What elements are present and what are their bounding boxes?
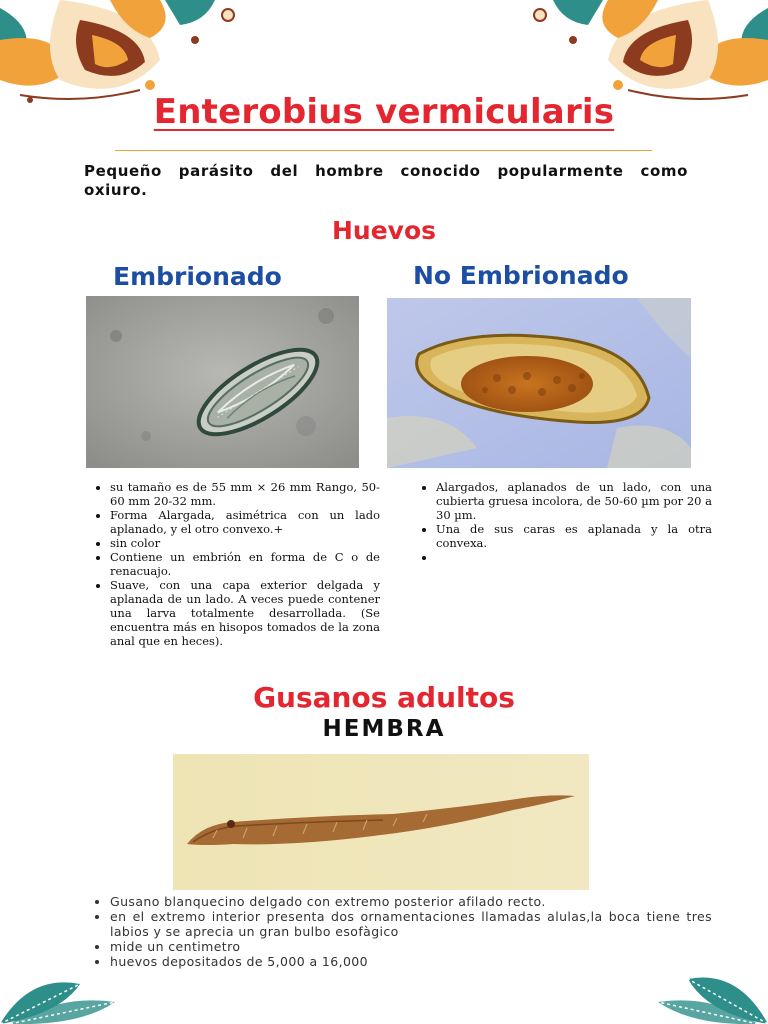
list-item: • Suave, con una capa exterior delgada y aplanada de un lado. A veces puede contener una larva totalmente desarrollada. (Se encuentra más en hisopos tomados de la zona anal que en heces). <box>110 578 380 648</box>
adult-worms-heading: Gusanos adultos <box>253 681 515 714</box>
leaf-ornament-bottom-left <box>0 964 120 1024</box>
title-divider <box>115 150 652 151</box>
embryonated-heading: Embrionado <box>113 262 282 291</box>
list-item: • su tamaño es de 55 mm × 26 mm Rango, 50-60 mm 20-32 mm. <box>110 480 380 508</box>
list-item: • en el extremo interior presenta dos ornamentaciones llamadas alulas,la boca tiene tres labios y se aprecia un gran bulbo esofàgico <box>110 909 712 939</box>
list-item: • Gusano blanquecino delgado con extremo posterior afilado recto. <box>110 894 712 909</box>
list-item: • mide un centimetro <box>110 939 712 954</box>
list-item: • sin color <box>110 536 380 550</box>
embryonated-egg-image <box>86 296 359 468</box>
list-item: • Forma Alargada, asimétrica con un lado aplanado, y el otro convexo.+ <box>110 508 380 536</box>
non-embryonated-egg-image <box>387 298 691 468</box>
non-embryonated-facts-list <box>414 480 712 564</box>
list-item: • Una de sus caras es aplanada y la otra convexa. <box>436 522 712 550</box>
adult-female-facts-list <box>88 894 712 969</box>
list-item: • huevos depositados de 5,000 a 16,000 <box>110 954 712 969</box>
non-embryonated-heading: No Embrionado <box>413 261 629 290</box>
list-item <box>436 550 712 564</box>
intro-text: Pequeño parásito del hombre conocido popularmente como oxiuro. <box>84 162 688 199</box>
list-item: • Alargados, aplanados de un lado, con una cubierta gruesa incolora, de 50-60 µm por 20 a 30 µm. <box>436 480 712 522</box>
leaf-ornament-bottom-right <box>658 964 768 1024</box>
eggs-heading: Huevos <box>331 216 437 245</box>
page-title: Enterobius vermicularis <box>153 92 615 132</box>
embryonated-facts-list <box>88 480 380 648</box>
female-subheading: HEMBRA <box>322 716 446 742</box>
female-worm-image <box>173 754 589 890</box>
list-item: • Contiene un embrión en forma de C o de renacuajo. <box>110 550 380 578</box>
